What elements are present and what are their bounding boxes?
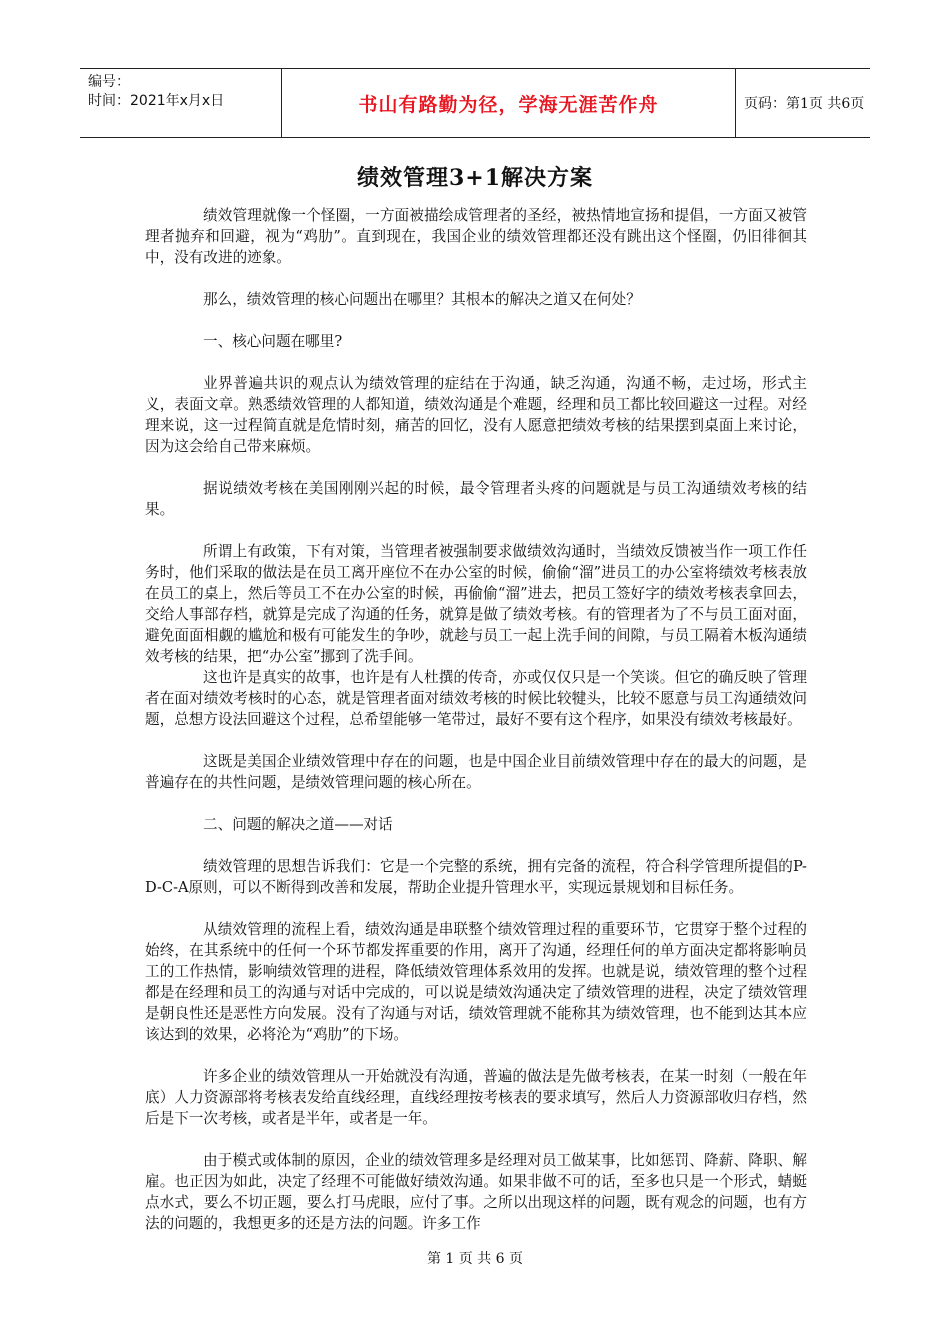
section-heading: 一、核心问题在哪里? (203, 333, 343, 350)
document-number-label: 编号： (88, 74, 130, 90)
paragraph: 那么，绩效管理的核心问题出在哪里？其根本的解决之道又在何处？ (203, 291, 641, 308)
paragraph: 业界普遍共识的观点认为绩效管理的症结在于沟通，缺乏沟通，沟通不畅，走过场，形式主义，表面文章。熟悉绩效管理的人都知道，绩效沟通是个难题，经理和员工都比较回避这一过程。对经理来说，这一过程简直就是危情时刻，痛苦的回忆，没有人愿意把绩效考核的结果摆到桌面上来讨论，因为这会给自己带来麻烦。 (145, 375, 807, 455)
paragraph: 这既是美国企业绩效管理中存在的问题，也是中国企业目前绩效管理中存在的最大的问题，是普遍存在的共性问题，是绩效管理问题的核心所在。 (145, 753, 807, 791)
paragraph: 许多企业的绩效管理从一开始就没有沟通，普遍的做法是先做考核表，在某一时刻（一般在年底）人力资源部将考核表发给直线经理，直线经理按考核表的要求填写，然后人力资源部收归存档，然后是下一次考核，或者是半年，或者是一年。 (145, 1068, 807, 1127)
paragraph: 绩效管理就像一个怪圈，一方面被描绘成管理者的圣经，被热情地宣扬和提倡，一方面又被管理者抛弃和回避，视为“鸡肋”。直到现在，我国企业的绩效管理都还没有跳出这个怪圈，仍旧徘徊其中，没有改进的迹象。 (145, 207, 807, 266)
page-footer: 第 1 页 共 6 页 (426, 1251, 524, 1267)
paragraph: 所谓上有政策，下有对策，当管理者被强制要求做绩效沟通时，当绩效反馈被当作一项工作任务时，他们采取的做法是在员工离开座位不在办公室的时候，偷偷“溜”进员工的办公室将绩效考核表放在员工的桌上，然后等员工不在办公室的时候，再偷偷“溜”进去，把员工签好字的绩效考核表拿回去，交给人事部存档，就算是完成了沟通的任务，就算是做了绩效考核。有的管理者为了不与员工面对面，避免面面相觑的尴尬和极有可能发生的争吵，就趁与员工一起上洗手间的间隙，与员工隔着木板沟通绩效考核的结果，把“办公室”挪到了洗手间。 (145, 543, 807, 665)
document-title: 绩效管理3+1解决方案 (356, 165, 594, 191)
paragraph: 绩效管理的思想告诉我们：它是一个完整的系统，拥有完备的流程，符合科学管理所提倡的P-D-C-A原则，可以不断得到改善和发展，帮助企业提升管理水平，实现远景规划和目标任务。 (145, 858, 807, 896)
header-motto: 书山有路勤为径，学海无涯苦作舟 (358, 93, 659, 116)
paragraph: 从绩效管理的流程上看，绩效沟通是串联整个绩效管理过程的重要环节，它贯穿于整个过程的始终，在其系统中的任何一个环节都发挥重要的作用，离开了沟通，经理任何的单方面决定都将影响员工的工作热情，影响绩效管理的进程，降低绩效管理体系效用的发挥。也就是说，绩效管理的整个过程都是在经理和员工的沟通与对话中完成的，可以说是绩效沟通决定了绩效管理的进程，决定了绩效管理是朝良性还是恶性方向发展。没有了沟通与对话，绩效管理就不能称其为绩效管理，也不能到达其本应该达到的效果，必将沦为“鸡肋”的下场。 (145, 921, 807, 1043)
paragraph: 由于模式或体制的原因，企业的绩效管理多是经理对员工做某事，比如惩罚、降薪、降职、解雇。也正因为如此，决定了经理不可能做好绩效沟通。如果非做不可的话，至多也只是一个形式，蜻蜓点水式，要么不切正题，要么打马虎眼，应付了事。之所以出现这样的问题，既有观念的问题，也有方法的问题的，我想更多的还是方法的问题。许多工作 (145, 1152, 807, 1232)
header-motto-cell (281, 69, 736, 137)
document-time-label: 时间：2021年x月x日 (88, 93, 225, 109)
paragraph: 据说绩效考核在美国刚刚兴起的时候，最令管理者头疼的问题就是与员工沟通绩效考核的结果。 (145, 480, 807, 518)
header-page-cell (744, 69, 870, 137)
header-page-label: 页码：第1页 共6页 (744, 96, 865, 112)
document-body (145, 205, 807, 1255)
page-header (80, 68, 870, 138)
header-meta (88, 73, 280, 111)
section-heading: 二、问题的解决之道——对话 (203, 816, 393, 833)
paragraph: 这也许是真实的故事，也许是有人杜撰的传奇，亦或仅仅只是一个笑谈。但它的确反映了管理者在面对绩效考核时的心态，就是管理者面对绩效考核的时候比较犍头，比较不愿意与员工沟通绩效问题，总想方设法回避这个过程，总希望能够一笔带过，最好不要有这个程序，如果没有绩效考核最好。 (145, 669, 807, 728)
